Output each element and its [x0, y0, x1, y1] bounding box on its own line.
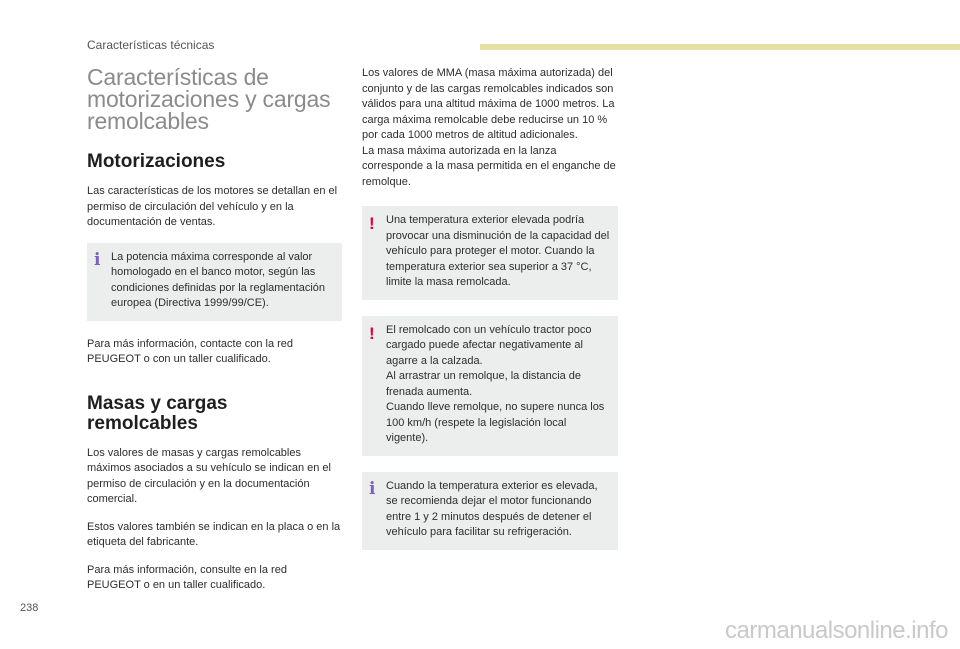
header-bar [480, 44, 960, 50]
warning-towing-line-3: Cuando lleve remolque, no supere nunca los 100 km/h (respete la legislación local vigente). [386, 401, 605, 444]
motor-paragraph: Las características de los motores se detallan en el permiso de circulación del vehículo y en la documentación de ventas. [87, 185, 338, 228]
warning-box-temperature [362, 206, 618, 300]
watermark: carmanualsonline.info [725, 617, 948, 644]
info-icon: i [94, 249, 101, 270]
motor-paragraph-2: Para más información, contacte con la red PEUGEOT o con un taller cualificado. [87, 337, 294, 365]
mass-paragraph-1: Los valores de masas y cargas remolcables máximos asociados a su vehículo se indican en el permiso de circulación y en la documentación comercial. [87, 446, 331, 505]
warning-towing-line-2: Al arrastrar un remolque, la distancia de frenada aumenta. [386, 370, 582, 398]
info-icon: i [369, 478, 376, 499]
header-title: Características técnicas [87, 38, 215, 52]
mass-paragraph-3: Para más información, consulte en la red PEUGEOT o en un taller cualificado. [87, 563, 287, 591]
right-column [362, 66, 618, 566]
page-number: 238 [20, 602, 39, 614]
info-box-power-text: La potencia máxima corresponde al valor homologado en el banco motor, según las condiciones definidas por la reglamentación europea (Directiva 1999/99/CE). [111, 250, 326, 309]
left-column [87, 66, 342, 606]
warning-box-towing [362, 316, 618, 456]
mma-paragraph-2: La masa máxima autorizada en la lanza corresponde a la masa permitida en el enganche de remolque. [362, 144, 616, 188]
warning-icon: ! [369, 323, 375, 343]
section-title: Características de motorizaciones y cargas remolcables [87, 64, 331, 134]
warning-icon: ! [369, 214, 375, 233]
mass-heading: Masas y cargas remolcables [87, 392, 228, 434]
motor-heading: Motorizaciones [87, 151, 226, 172]
info-box-cooling [362, 472, 618, 550]
warning-towing-line-1: El remolcado con un vehículo tractor poco cargado puede afectar negativamente al agarre a la calzada. [386, 323, 592, 367]
warning-box-temperature-text: Una temperatura exterior elevada podría provocar una disminución de la capacidad del vehículo para proteger el motor. Cuando la temperatura exterior sea superior a 37 °C, limite la masa remolcada. [386, 214, 610, 288]
info-box-power [87, 243, 342, 321]
mma-paragraph: Los valores de MMA (masa máxima autorizada) del conjunto y de las cargas remolcables indicados son válidos para una altitud máxima de 1000 metros. La carga máxima remolcable debe reducirse un 10 % por cada 1000 metros de altitud adicionales. [362, 67, 615, 141]
mass-paragraph-2: Estos valores también se indican en la placa o en la etiqueta del fabricante. [87, 520, 341, 548]
info-box-cooling-text: Cuando la temperatura exterior es elevada, se recomienda dejar el motor funcionando entre 1 y 2 minutos después de detener el vehículo para facilitar su refrigeración. [386, 479, 598, 538]
